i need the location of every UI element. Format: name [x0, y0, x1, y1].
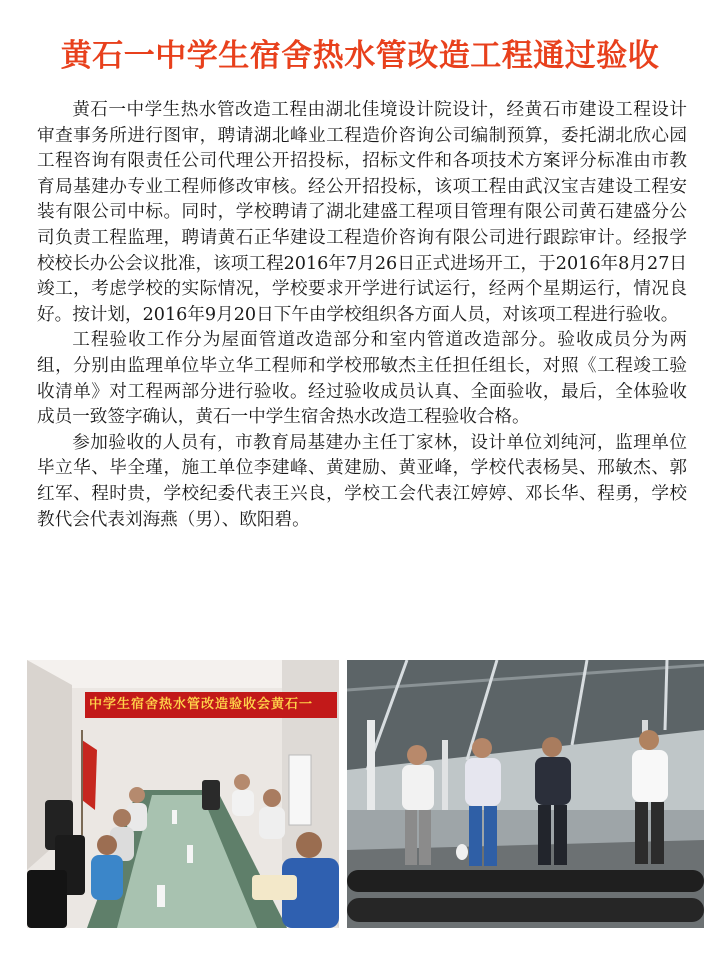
rooftop-photo — [347, 660, 704, 928]
paragraph-2: 工程验收工作分为屋面管道改造部分和室内管道改造部分。验收成员分为两组，分别由监理单位毕立华工程师和学校邢敏杰主任担任组长，对照《工程竣工验收清单》对工程两部分进行验收。经过验收成员认真、全面验收，最后，全体验收成员一致签字确认，黄石一中学生宿舍热水改造工程验收合格。 — [37, 330, 687, 428]
paragraph-1: 黄石一中学生热水管改造工程由湖北佳境设计院设计，经黄石市建设工程设计审查事务所进行图审，聘请湖北峰业工程造价咨询公司编制预算，委托湖北欣心园工程咨询有限责任公司代理公开招投标，招标文件和各项技术方案评分标准由市教育局基建办专业工程师修改审核。经公开招投标，该项工程由武汉宝吉建设工程安装有限公司中标。同时，学校聘请了湖北建盛工程项目管理有限公司黄石建盛分公司负责工程监理，聘请黄石正华建设工程造价咨询有限公司进行跟踪审计。经报学校校长办公会议批准，该项工程2016年7月26日正式进场开工，于2016年8月27日竣工，考虑学校的实际情况，学校要求开学进行试运行，经两个星期运行，情况良好。按计划，2016年9月20日下午由学校组织各方面人员，对该项工程进行验收。 — [37, 100, 687, 325]
paragraph-3: 参加验收的人员有，市教育局基建办主任丁家林，设计单位刘纯河，监理单位毕立华、毕全瑾，施工单位李建峰、黄建励、黄亚峰，学校代表杨昊、邢敏杰、郭红军、程时贵，学校纪委代表王兴良，学校工会代表江婷婷、邓长华、程勇，学校教代会代表刘海燕（男）、欧阳碧。 — [37, 432, 687, 530]
article-body — [37, 98, 687, 533]
meeting-photo — [27, 660, 339, 928]
page-title: 黄石一中学生宿舍热水管改造工程通过验收 — [60, 38, 660, 74]
meeting-banner: 中学生宿舍热水管改造验收会黄石一 — [89, 697, 314, 712]
